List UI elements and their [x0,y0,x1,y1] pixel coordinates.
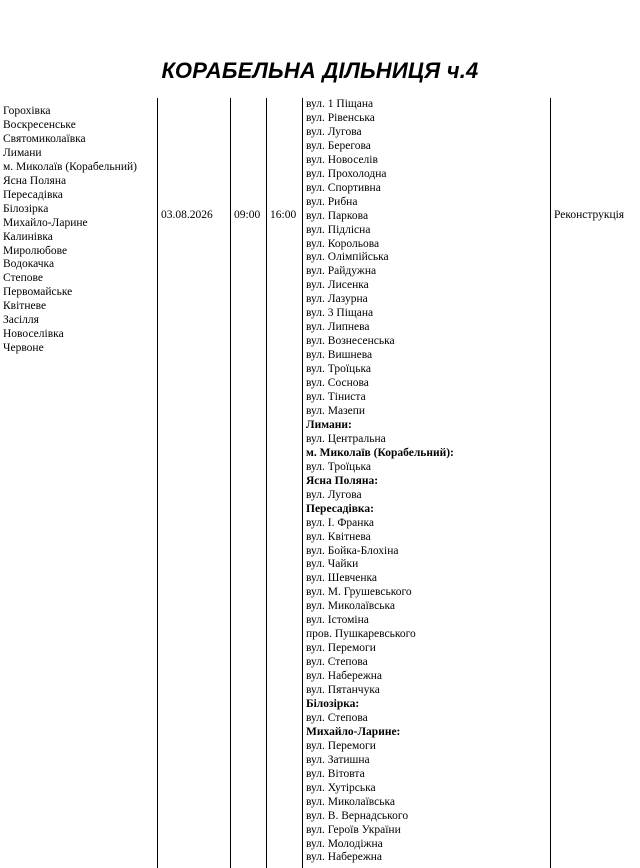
settlement-item: Миролюбове [3,244,68,257]
street-item: вул. Новоселів [306,153,378,166]
settlement-item: Новоселівка [3,328,64,341]
street-item: вул. Чайки [306,558,359,571]
street-item: вул. Вітовта [306,767,365,780]
settlement-item: Воскресенське [3,118,76,131]
street-item: вул. Лазурна [306,293,368,306]
outage-start-time: 09:00 [234,209,261,221]
settlement-item: Водокачка [3,258,55,271]
street-item: вул. Корольова [306,237,380,250]
street-item: вул. І. Франка [306,516,374,529]
street-item: вул. Набережна [306,851,383,864]
street-item: вул. Перемоги [306,739,376,752]
settlement-item: Ясна Поляна [3,174,67,187]
street-item: вул. Паркова [306,209,369,222]
street-item: вул. Троїцька [306,363,371,376]
street-item: вул. Центральна [306,432,386,445]
settlement-heading: Ясна Поляна: [306,474,379,487]
outage-reason: Реконструкція [554,209,625,221]
street-item: вул. Райдужна [306,265,377,278]
street-item: вул. 3 Піщана [306,307,374,320]
street-item: вул. Молодіжна [306,837,383,850]
settlement-item: Пересадівка [3,188,63,201]
street-item: вул. Квітнева [306,530,371,543]
street-item: вул. Лугова [306,125,362,138]
street-item: вул. Спортивна [306,181,381,194]
column-divider [157,98,158,868]
street-item: вул. Перемоги [306,642,376,655]
settlement-heading: Білозірка: [306,697,360,710]
settlement-item: Калинівка [3,230,53,243]
settlement-item: Червоне [3,342,44,355]
street-item: вул. Троїцька [306,460,371,473]
street-item: вул. Берегова [306,139,371,152]
street-item: вул. В. Вернадського [306,809,409,822]
street-item: вул. Лисенка [306,279,369,292]
street-item: вул. Степова [306,711,368,724]
settlement-item: Святомиколаївка [3,132,86,145]
street-item: вул. 1 Піщана [306,98,374,110]
streets-list [306,98,454,865]
street-item: вул. Затишна [306,753,370,766]
street-item: вул. Шевченка [306,572,378,585]
settlement-item: Степове [3,272,44,285]
settlement-heading: Пересадівка: [306,502,374,515]
settlements-list [3,105,137,356]
street-item: вул. Лугова [306,488,362,501]
street-item: вул. Степова [306,656,368,669]
settlement-item: Квітневе [3,300,47,313]
street-item: вул. Прохолодна [306,167,387,180]
street-item: вул. М. Грушевського [306,586,412,599]
column-divider [302,98,303,868]
street-item: пров. Пушкаревського [306,628,416,641]
street-item: вул. Мазепи [306,404,366,417]
street-item: вул. Рибна [306,195,358,208]
street-item: вул. Хутірська [306,781,376,794]
column-divider [266,98,267,868]
street-item: вул. Підлісна [306,223,371,236]
street-item: вул. Рівенська [306,111,375,124]
settlement-item: Михайло-Ларине [3,216,88,229]
street-item: вул. Вишнева [306,349,373,362]
street-item: вул. Тіниста [306,391,366,404]
street-item: вул. Миколаївська [306,795,396,808]
settlement-item: Білозірка [3,202,49,215]
settlement-item: Горохівка [3,105,51,117]
street-item: вул. Вознесенська [306,335,395,348]
street-item: вул. Істоміна [306,614,369,627]
street-item: вул. Липнева [306,321,370,334]
street-item: вул. Героїв України [306,823,401,836]
street-item: вул. Пятанчука [306,684,380,697]
settlement-heading: м. Миколаїв (Корабельний): [306,446,454,459]
street-item: вул. Олімпійська [306,251,389,264]
settlement-item: Засілля [3,314,39,327]
settlement-item: Первомайське [3,286,73,299]
outage-date: 03.08.2026 [161,209,213,221]
street-item: вул. Соснова [306,377,369,390]
outage-end-time: 16:00 [270,209,297,221]
settlement-heading: Лимани: [306,418,352,431]
settlement-item: Лимани [3,146,42,159]
street-item: вул. Миколаївська [306,600,396,613]
column-divider [550,98,551,868]
street-item: вул. Бойка-Блохіна [306,544,399,557]
street-item: вул. Набережна [306,670,383,683]
column-divider [230,98,231,868]
page-title: КОРАБЕЛЬНА ДІЛЬНИЦЯ ч.4 [161,58,479,83]
settlement-item: м. Миколаїв (Корабельний) [3,160,137,173]
settlement-heading: Михайло-Ларине: [306,725,401,738]
